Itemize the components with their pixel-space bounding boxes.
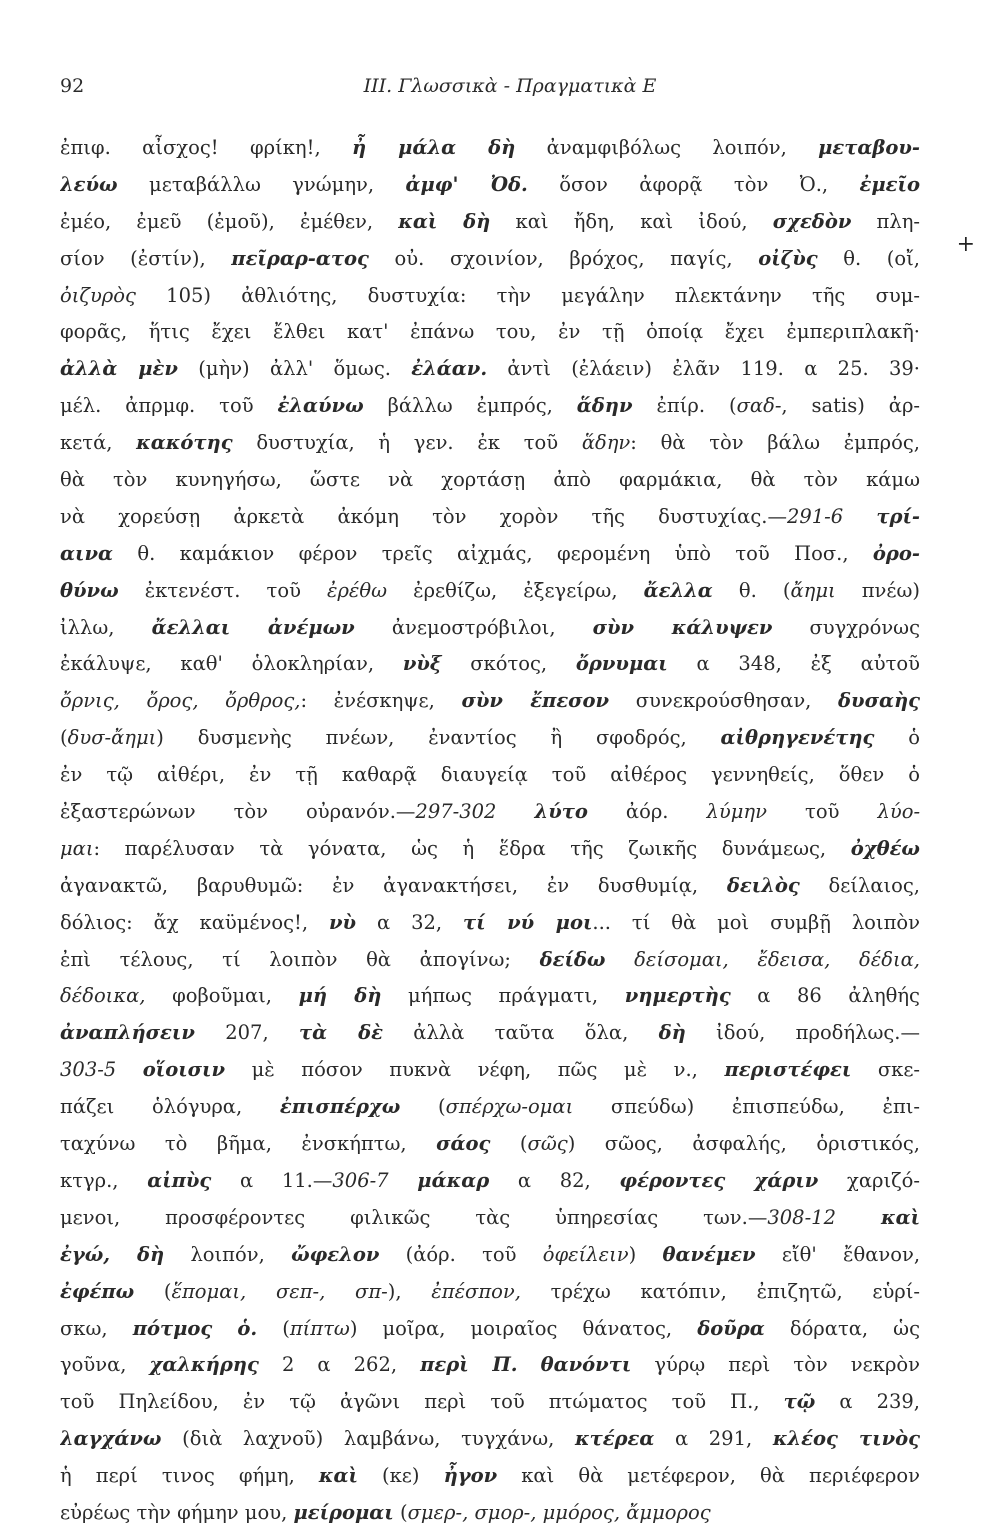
text-line [60,278,920,315]
text-segment: δυστυχία, ἡ γεν. ἐκ τοῦ [232,431,582,455]
italic-text: μαι [60,836,94,860]
text-segment: α 32, [356,910,464,934]
text-segment: νὰ χορεύσῃ ἀρκετὰ ἀκόμη τὸν χορὸν τῆς δυστυχίας.— [60,504,787,528]
text-segment: ἐν τῷ αἰθέρι, ἐν τῇ καθαρᾷ διαυγείᾳ τοῦ αἰθέρος γεννηθείς, ὅθεν ὁ [60,763,920,787]
text-line [60,1421,920,1458]
lemma: ἅδην [576,394,633,418]
lemma: πότμος [132,1316,213,1340]
lemma: ἐλάαν. [411,357,488,381]
text-segment: βάλλω ἐμπρός, [363,394,577,418]
lemma: σχεδὸν [772,209,852,233]
italic-text: λύο- [877,800,920,824]
italic-text: ἕπομαι, σεπ-, σπ- [171,1279,388,1303]
lemma: ὀχθέω [850,836,920,860]
text-line [60,1347,920,1384]
lemma: ἀναπλήσειν [60,1021,195,1045]
italic-text: ἅδην [581,431,631,455]
lemma: σάος [436,1132,491,1156]
text-segment: ἀναμφιβόλως λοιπόν, [515,136,819,159]
text-segment: α 82, [489,1168,620,1192]
lemma: νὺξ [402,652,442,676]
lemma: οἵοισιν [142,1058,226,1082]
text-segment: ἡ περί τινος φήμη, [60,1464,319,1488]
text-segment: σκότος, [441,652,576,676]
text-line [60,978,920,1015]
text-segment: ἐκάλυψε, καθ' ὁλοκληρίαν, [60,652,403,676]
text-segment: α 239, [815,1390,920,1414]
text-segment: ) [628,1242,663,1266]
lemma: καὶ [318,1464,358,1488]
text-segment: σπεύδω) ἐπισπεύδω, ἐπι- [573,1095,920,1119]
italic-text: 297-302 [415,800,497,824]
lemma: μάκαρ [417,1168,490,1192]
lemma: μεταβου- [818,136,920,159]
text-segment: δείλαιος, [799,873,920,897]
lemma: δειλὸς [726,873,800,897]
text-segment: ἐρεθίζω, ἐξεγείρω, [387,578,644,602]
text-segment: : ἐνέσκηψε, [300,689,462,713]
lemma: σὺν κάλυψεν [592,615,773,639]
text-segment: ) μοῖρα, μοιραῖος θάνατος, [349,1316,698,1340]
lemma: κακότης [136,431,233,455]
lemma: περιστέφει [724,1058,852,1082]
lemma: ἄελλαι ἀνέμων [151,615,355,639]
lemma: κτέρεα [574,1427,655,1451]
lemma: λεύω [60,172,118,196]
text-segment: σίον (ἐστίν), [60,246,232,270]
italic-text: 306-7 [332,1168,389,1192]
text-segment [496,800,534,823]
page-number: 92 [60,75,85,97]
text-line [60,868,920,905]
text-segment: : θὰ τὸν βάλω ἐμπρός, [630,431,920,455]
text-line [60,1495,920,1532]
text-segment: ( [60,726,68,750]
lemma: περὶ Π. [420,1353,518,1377]
text-segment [389,1169,418,1192]
text-segment: α 348, ἐξ αὐτοῦ [667,652,920,676]
text-line [60,757,920,794]
lemma: ἄελλα [643,578,713,602]
text-segment: κετά, [60,431,137,455]
lemma: ἀλλὰ μὲν [60,357,178,381]
lemma: ἐπισπέρχω [279,1095,401,1119]
text-segment: ( [257,1316,290,1340]
text-segment [518,1353,541,1376]
italic-text: πίπτω [289,1316,350,1340]
text-segment: καὶ ἤδη, καὶ ἰδού, [490,209,773,233]
text-segment: δόλιος: ἄχ καϋμένος!, [60,910,330,934]
text-segment: 105) ἀθλιότης, δυστυχία: τὴν μεγάλην πλεκτάνην τῆς συμ- [135,283,920,307]
text-segment: ἐπιφ. αἶσχος! φρίκη!, [60,136,353,159]
text-segment: πνέω) [835,578,920,602]
text-segment: ἐκτενέστ. τοῦ [118,578,327,602]
text-segment: ... τί θὰ μοὶ συμβῇ λοιπὸν [592,910,920,934]
text-segment: ταχύνω τὸ βῆμα, ἐνσκήπτω, [60,1132,437,1156]
lemma: δὴ [658,1021,686,1045]
lemma: ἐλαύνω [277,394,364,418]
text-segment: α 86 ἀληθής [730,984,920,1008]
italic-text: 303-5 [60,1058,117,1082]
text-line [60,1089,920,1126]
text-segment: ὅσον ἀφορᾷ τὸν Ὀ., [527,172,860,196]
text-segment: εὐρέως τὴν φήμην μου, [60,1500,294,1524]
italic-text: δείσομαι, ἔδεισα, δέδια, [634,947,920,971]
text-segment: ) δυσμενὴς πνέων, ἐναντίος ἢ σφοδρός, [156,726,721,750]
lemma: ὁ. [237,1316,258,1340]
text-segment: τοῦ [766,800,878,824]
italic-text: λύμην [706,800,767,824]
text-line [60,1200,920,1237]
text-line [60,1052,920,1089]
text-segment [212,1317,237,1340]
text-segment: ἀγανακτῶ, βαρυθυμῶ: ἐν ἀγανακτήσει, ἐν δυσθυμίᾳ, [60,873,727,897]
text-segment: ἰλλω, [60,615,152,639]
text-segment: (μὴν) ἀλλ' ὅμως. [177,357,412,381]
italic-text: ὄρνις, ὄρος, ὄρθρος, [60,689,301,713]
text-line [60,204,920,241]
text-segment: ἀντὶ (ἐλάειν) ἐλᾶν 119. α 25. 39· [487,357,920,381]
italic-text: 308-12 [767,1205,836,1229]
text-line [60,536,920,573]
lemma: τὰ δὲ [299,1021,383,1045]
text-segment: κτγρ., [60,1168,148,1192]
text-segment: ἐμέο, ἐμεῦ (ἐμοῦ), ἐμέθεν, [60,209,399,233]
text-line [60,720,920,757]
italic-text: σῶς [527,1132,568,1156]
text-segment: ( [134,1279,172,1303]
text-segment: εἴθ' ἔθανον, [755,1242,920,1266]
text-line [60,1126,920,1163]
text-segment: μὲ πόσον πυκνὰ νέφη, πῶς μὲ ν., [225,1058,725,1082]
italic-text: ἐπέσπον, [431,1279,521,1303]
text-segment: ἀόρ. [587,800,707,824]
text-line [60,499,920,536]
text-segment: (ἀόρ. τοῦ [379,1242,543,1266]
text-segment: ἐξαστερώνων τὸν οὐρανόν.— [60,800,416,824]
lemma: λαγχάνω [60,1427,162,1451]
italic-text: σπέρχω-ομαι [445,1095,574,1119]
text-segment: μήπως πράγματι, [381,984,625,1008]
text-segment: καὶ θὰ μετέφερον, θὰ περιέφερον [497,1464,920,1488]
italic-text: δέδοικα, [60,984,146,1008]
text-line [60,241,920,278]
text-segment: ἐπίρ. ( [632,394,737,418]
text-segment: ὁ [874,726,920,750]
text-line [60,425,920,462]
text-segment [116,1058,143,1081]
lemma: ὀρο- [872,541,920,565]
text-segment: μεταβάλλω γνώμην, [117,172,406,196]
text-line [60,831,920,868]
text-segment: θὰ τὸν κυνηγήσω, ὥστε νὰ χορτάσῃ ἀπὸ φαρμάκια, θὰ τὸν κάμω [60,468,920,492]
text-segment: πάζει ὁλόγυρα, [60,1095,280,1119]
text-segment [606,948,635,971]
italic-text: ἐρέθω [327,578,388,602]
text-line [60,167,920,204]
text-segment: χαριζό- [818,1168,920,1192]
text-line [60,1237,920,1274]
text-line [60,1015,920,1052]
italic-text: ὀιζυρὸς [60,283,136,307]
lemma: σὺν ἔπεσον [461,689,610,713]
italic-text: σμερ-, σμορ-, μμόρος, ἄμμορος [407,1500,711,1524]
text-segment: ( [400,1095,446,1119]
lemma: καὶ δὴ [398,209,491,233]
text-segment: ἀλλὰ ταῦτα ὅλα, [382,1021,659,1045]
text-segment: (διὰ λαχνοῦ) λαμβάνω, τυγχάνω, [161,1427,575,1451]
text-segment: , satis) ἀρ- [781,394,920,418]
lemma: αἰθρηγενέτης [720,726,875,750]
text-segment: ) σῶος, ἀσφαλής, ὁριστικός, [567,1132,920,1156]
text-line [60,351,920,388]
italic-text: 291-6 [786,504,844,528]
text-segment: θ. ( [712,578,791,602]
lemma: ἐγώ, δὴ [60,1242,165,1266]
text-segment: φοβοῦμαι, [145,984,299,1008]
lemma: κλέος τινὸς [772,1427,920,1451]
lemma: ὤφελον [291,1242,380,1266]
text-line [60,1274,920,1311]
text-segment: θ. καμάκιον φέρον τρεῖς αἰχμάς, φερομένη ὑπὸ τοῦ Ποσ., [112,541,873,565]
text-segment: α 11.— [211,1168,333,1192]
running-title: III. Γλωσσικὰ - Πραγματικὰ Ε [363,75,657,97]
text-line [60,573,920,610]
text-segment: δόρατα, ὡς [764,1316,920,1340]
text-segment: 2 α 262, [258,1353,421,1377]
text-line [60,794,920,831]
lemma: δείδω [539,947,606,971]
lemma: μείρομαι [293,1500,394,1524]
italic-text: ὀφείλειν [542,1242,629,1266]
text-line [60,1458,920,1495]
lemma: θανέμεν [662,1242,756,1266]
lemma: μή δὴ [298,984,382,1008]
lemma: ἦ μάλα δὴ [352,136,516,159]
text-segment: σκω, [60,1316,133,1340]
text-line [60,388,920,425]
italic-text: ἄημι [790,578,836,602]
text-line [60,683,920,720]
commentary-text [60,130,920,1532]
text-segment: γύρῳ περὶ τὸν νεκρὸν [631,1353,920,1377]
text-segment: θ. (οἴ, [817,246,920,270]
lemma: πεῖραρ-ατος [231,246,369,270]
text-line [60,610,920,647]
text-line [60,1384,920,1421]
text-segment: (κε) [357,1464,444,1488]
lemma: ὄρνυμαι [575,652,668,676]
italic-text: σαδ- [736,394,782,418]
text-segment: τρέχω κατόπιν, ἐπιζητῶ, εὑρί- [520,1279,920,1303]
lemma: οἰζὺς [758,246,818,270]
text-segment: ἰδού, προδήλως.— [685,1021,920,1045]
lemma: νὺ [329,910,357,934]
text-segment: συνεκρούσθησαν, [609,689,839,713]
text-segment: α 291, [654,1427,773,1451]
text-segment: ( [490,1132,528,1156]
lemma: δοῦρα [697,1316,765,1340]
text-segment [843,505,876,528]
lemma: τρί- [876,504,920,528]
lemma: τί νύ μοι [463,910,593,934]
text-segment: : παρέλυσαν τὰ γόνατα, ὡς ἡ ἕδρα τῆς ζωικῆς δυνάμεως, [93,836,851,860]
text-segment: φορᾶς, ἥτις ἔχει ἔλθει κατ' ἐπάνω του, ἐν τῇ ὁποίᾳ ἔχει ἐμπεριπλακῆ· [60,320,920,344]
lemma: θανόντι [540,1353,632,1377]
text-line [60,942,920,979]
lemma: ἦγον [443,1464,498,1488]
lemma: λύτο [534,800,588,824]
lemma: αἰπὺς [147,1168,212,1192]
text-segment: ), [387,1279,432,1303]
lemma: ἐφέπω [60,1279,135,1303]
lemma: ἀμφ' Ὀδ. [405,172,528,196]
text-segment: ἀνεμοστρόβιλοι, [354,615,593,639]
text-line [60,130,920,167]
lemma: νημερτὴς [624,984,731,1008]
lemma: φέροντες χάριν [619,1168,819,1192]
lemma: τῷ [783,1390,816,1414]
lemma: καὶ [880,1205,920,1229]
lemma: αινα [60,541,113,565]
text-segment: οὐ. σχοινίον, βρόχος, παγίς, [368,246,759,270]
text-segment: 207, [194,1021,299,1045]
page-header [60,75,920,105]
text-line [60,905,920,942]
italic-text: δυσ-ἄημι [67,726,157,750]
text-segment: λοιπόν, [164,1242,292,1266]
text-line [60,646,920,683]
lemma: ἐμεῖο [859,172,920,196]
text-segment: μέλ. ἀπρμφ. τοῦ [60,394,278,418]
text-segment: γοῦνα, [60,1353,150,1377]
text-segment: ( [393,1500,408,1524]
text-segment [836,1206,881,1229]
lemma: θύνω [60,578,119,602]
text-segment: πλη- [851,209,920,233]
text-segment: μενοι, προσφέροντες φιλικῶς τὰς ὑπηρεσίας των.— [60,1205,768,1229]
text-segment: συγχρόνως [772,615,920,639]
lemma: χαλκήρης [149,1353,259,1377]
text-segment: σκε- [851,1058,920,1082]
text-segment: τοῦ Πηλείδου, ἐν τῷ ἀγῶνι περὶ τοῦ πτώματος τοῦ Π., [60,1390,784,1414]
text-segment: ἐπὶ τέλους, τί λοιπὸν θὰ ἀπογίνω; [60,947,540,971]
text-line [60,1163,920,1200]
margin-mark: + [956,232,975,257]
text-line [60,314,920,351]
text-line [60,462,920,499]
text-line [60,1311,920,1348]
lemma: δυσαὴς [838,689,920,713]
